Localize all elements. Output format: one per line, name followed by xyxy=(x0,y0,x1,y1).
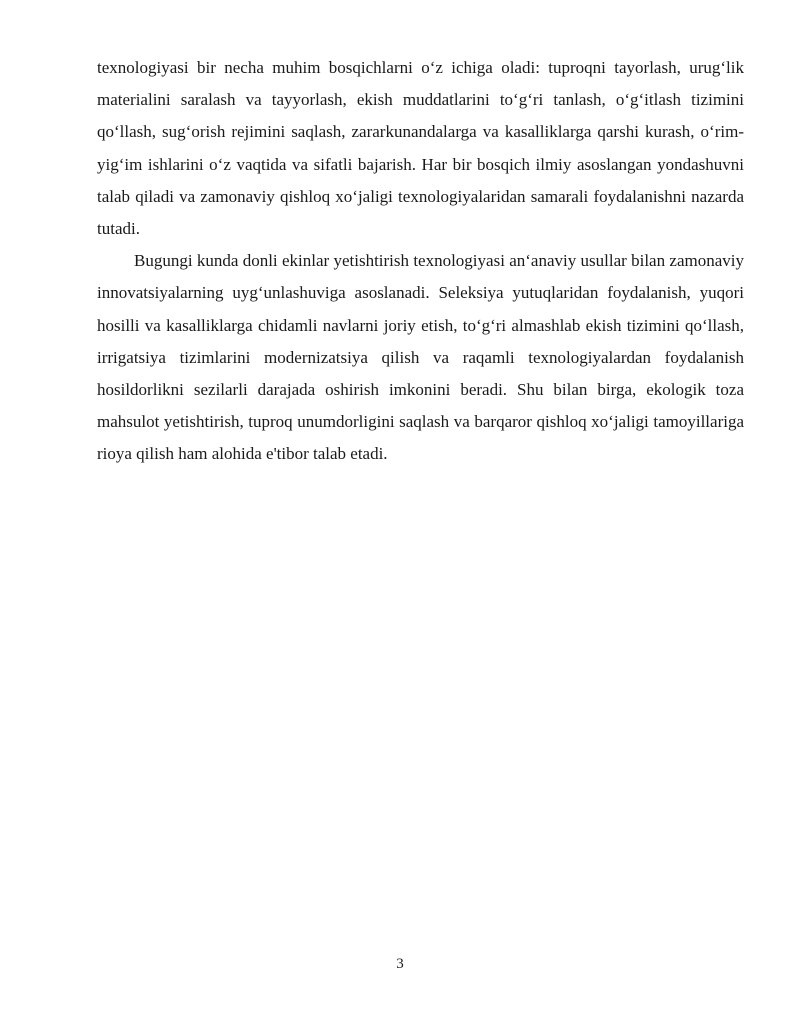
paragraph-continuation: texnologiyasi bir necha muhim bosqichlarni o‘z ichiga oladi: tuproqni tayorlash, urug‘lik materialini saralash va tayyorlash, ekish muddatlarini to‘g‘ri tanlash, o‘g‘itlash tizimini qo‘llash, sug‘orish rejimini saqlash, zararkunandalarga va kasalliklarga qarshi kurash, o‘rim-yig‘im ishlarini o‘z vaqtida va sifatli bajarish. Har bir bosqich ilmiy asoslangan yondashuvni talab qiladi va zamonaviy qishloq xo‘jaligi texnologiyalaridan samarali foydalanishni nazarda tutadi. xyxy=(97,58,744,239)
body-text xyxy=(97,52,744,471)
page-number: 3 xyxy=(396,956,404,972)
paragraph-modern-technology: Bugungi kunda donli ekinlar yetishtirish texnologiyasi an‘anaviy usullar bilan zamonaviy innovatsiyalarning uyg‘unlashuviga asoslanadi. Seleksiya yutuqlaridan foydalanish, yuqori hosilli va kasalliklarga chidamli navlarni joriy etish, to‘g‘ri almashlab ekish tizimini qo‘llash, irrigatsiya tizimlarini modernizatsiya qilish va raqamli texnologiyalardan foydalanish hosildorlikni sezilarli darajada oshirish imkonini beradi. Shu bilan birga, ekologik toza mahsulot yetishtirish, tuproq unumdorligini saqlash va barqaror qishloq xo‘jaligi tamoyillariga rioya qilish ham alohida e'tibor talab etadi. xyxy=(97,251,744,464)
